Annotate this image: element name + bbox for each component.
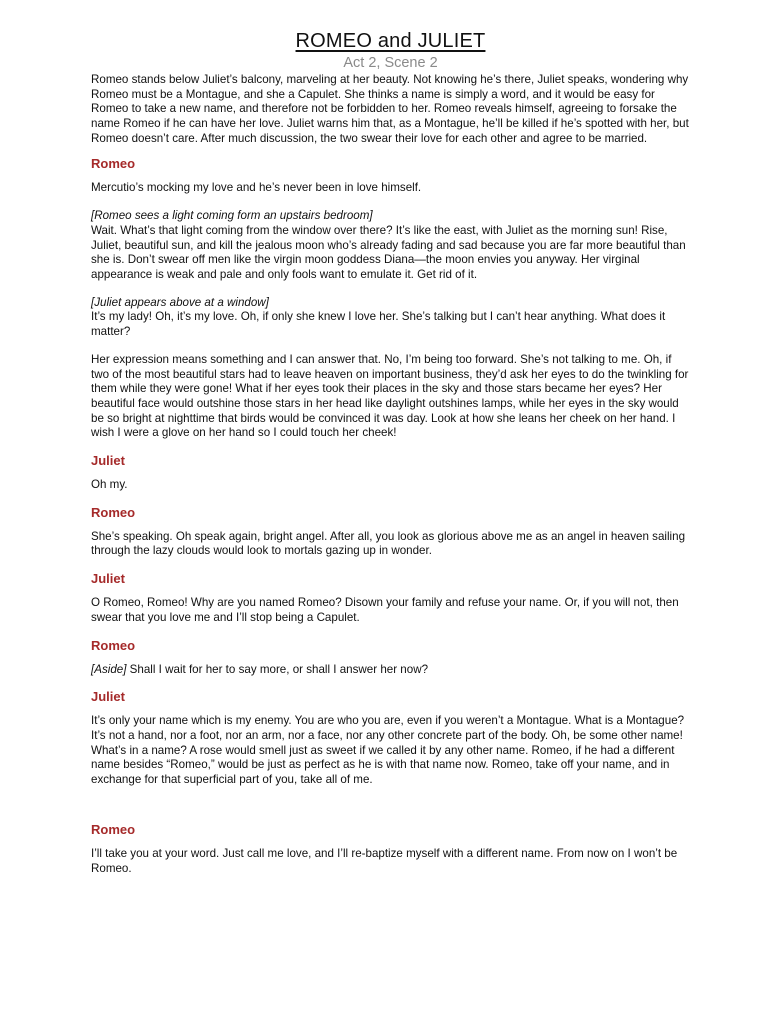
speaker-label: Juliet — [91, 571, 125, 587]
dialogue-line: Wait. What’s that light coming from the window over there? It’s like the east, with Juliet as the morning sun! Rise, Juliet, beautiful sun, and kill the jealous moon who’s already fading and sad because you are far more beautiful than she is. Don’t swear off men like the virgin moon goddess Diana—the moon envies you anyway. Her virginal appearance is weak and pale and only fools want to emulate it. Get rid of it. — [91, 223, 686, 282]
dialogue-line: It’s my lady! Oh, it’s my love. Oh, if only she knew I love her. She’s talking but I can’t hear anything. What does it matter? — [91, 310, 666, 339]
dialogue-text: Shall I wait for her to say more, or shall I answer her now? — [126, 662, 429, 676]
document-content — [91, 73, 690, 876]
speaker-label: Romeo — [91, 504, 136, 520]
dialogue-line: Her expression means something and I can answer that. No, I’m being too forward. She’s not talking to me. Oh, if two of the most beautiful stars had to leave heaven on important business, they’d ask her eyes to do the twinkling for them while they were gone! What if her eyes took their places in the sky and those stars became her eyes? Her beautiful face would outshine those stars in her head like daylight outshines lamps, while her eyes in the sky would be so bright at nighttime that birds would be convinced it was day. Look at how she leans her cheek on her hand. I wish I were a glove on her hand so I could touch her cheek! — [91, 352, 689, 440]
dialogue-line: It’s only your name which is my enemy. You are who you are, even if you weren’t a Montague. What is a Montague? It’s not a hand, nor a foot, nor an arm, nor a face, nor any other concrete part of the body. Oh, be some other name! What’s in a name? A rose would smell just as sweet if we called it by any other name. Romeo, if he had a different name besides “Romeo,” would be just as perfect as he is with that name now. Romeo, take off your name, and in exchange for that superficial part of you, take all of me. — [91, 714, 685, 787]
dialogue-line: Oh my. — [91, 478, 128, 492]
speaker-label: Juliet — [91, 453, 125, 469]
speaker-label: Romeo — [91, 155, 136, 171]
speaker-label: Romeo — [91, 637, 136, 653]
dialogue-line — [91, 663, 690, 678]
dialogue-line: Mercutio’s mocking my love and he’s never been in love himself. — [91, 180, 422, 194]
page-subtitle: Act 2, Scene 2 — [343, 55, 438, 71]
dialogue-line: She’s speaking. Oh speak again, bright angel. After all, you look as glorious above me as an angel in heaven sailing through the lazy clouds would look to mortals gazing up in wonder. — [91, 529, 686, 558]
stage-direction: [Romeo sees a light coming form an upstairs bedroom] — [91, 209, 373, 223]
aside-marker: [Aside] — [91, 662, 127, 676]
speaker-label: Romeo — [91, 821, 136, 837]
scene-summary: Romeo stands below Juliet’s balcony, marveling at her beauty. Not knowing he’s there, Juliet speaks, wondering why Romeo must be a Montague, and she a Capulet. She thinks a name is simply a word, and it would be easy for Romeo to take a new name, and therefore not be forbidden to her. Romeo reveals himself, agreeing to forsake the name Romeo if he can have her love. Juliet warns him that, as a Montague, he’ll be killed if he’s spotted with her, but Romeo doesn’t care. After much discussion, the two swear their love for each other and agree to be married. — [91, 73, 689, 145]
dialogue-line: O Romeo, Romeo! Why are you named Romeo? Disown your family and refuse your name. Or, if you will not, then swear that you love me and I’ll stop being a Capulet. — [91, 596, 679, 624]
page-title: ROMEO and JULIET — [295, 30, 486, 52]
stage-direction: [Juliet appears above at a window] — [91, 295, 269, 309]
dialogue-line: I’ll take you at your word. Just call me love, and I’ll re-baptize myself with a different name. From now on I won’t be Romeo. — [91, 846, 678, 875]
speaker-label: Juliet — [91, 689, 125, 705]
